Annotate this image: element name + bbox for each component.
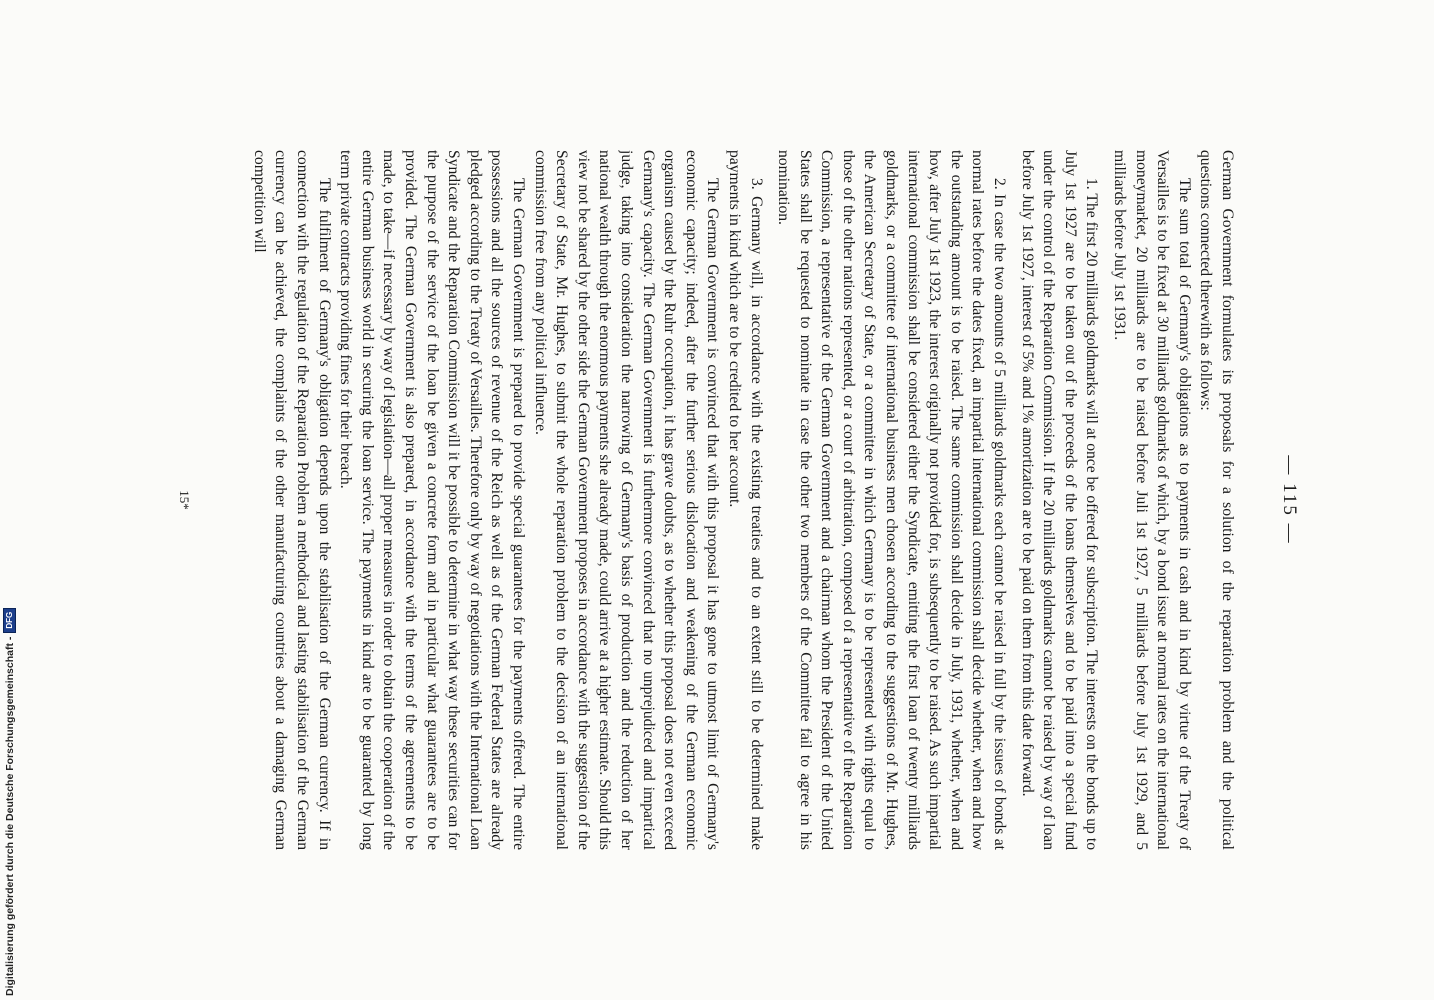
paragraph: The German Government is convinced that with this proposal it has gone to utmost limit of Germany's economic capacity; indeed, after the further serious dislocation and weakening of the German economic organism caused by the Ruhr occupation, it has grave doubts, as to whether this proposal does not even exceed Germany's capacity. The German Government is furthermore convinced that no unprejudiced and impartical judge, taking into consideration the narrowing of Germany's basis of production and the reduction of her national wealth through the enormous payments she already made, could arrive at a higher estimate. Should this view not be shared by the other side the German Government proposes in accordance with the suggestion of the Secretary of State, Mr. Hughes, to submit the whole reparation problem to the decision of an international commission free from any political influence. [531, 150, 722, 850]
body-text [198, 150, 1238, 850]
paragraph: 2. In case the two amounts of 5 milliards goldmarks each cannot be raised in full by the issues of bonds at normal rates before the dates fixed, an impartial international commission shall decide whether, when and how the outstanding amount is to be raised. The same commission shall decide in July, 1931, whether, when and how, after July 1st 1923, the interest originally not provided for, is subsequently to be raised. As such impartial international commission shall be considered either the Syndicate, emitting the first loan of twenty milliards goldmarks, or a committee of international business men chosen according to the suggestions of Mr. Hughes, the American Secretary of State, or a committee in which Germany is to be represented with rights equal to those of the other nations represented, or a court of arbitration, composed of a representative of the Reparation Commission, a representative of the German Government and a chairman whom the President of the United States shall be requested to nominate in case the other two members of the Committee fail to agree in his nomination. [775, 150, 1009, 850]
dfg-logo-icon: DFG [3, 608, 16, 633]
credit-text-wrapper [3, 608, 16, 996]
paragraph: The German Government is prepared to provide special guarantees for the payments offered. The entire possessions and all the sources of revenue of the Reich as well as of the German Federal States are already pledged according to the Treaty of Versailles. Therefore only by way of negotiations with the International Loan Syndicate and the Reparation Commission will it be possible to determine in what way these securities can for the purpose of the service of the loan be given a concrete form and in particular what guarantees are to be provided. The German Government is also prepared, in accordance with the terms of the agreements to be made, to take—if necessary by way of legislation—all proper measures in order to obtain the cooperation of the entire German business world in securing the loan service. The payments in kind are to be guaranted by long term private contracts providing fines for their breach. [337, 150, 527, 850]
paragraph: 3. Germany will, in accordance with the existing treaties and to an extent still to be determined make payments in kind which are to be credited to her account. [725, 150, 765, 850]
paragraph: The fulfilment of Germany's obligation depends upon the stabilisation of the German currency. If in connection with the regulation of the Reparation Problem a methodical and lasting stabilisation of the German currency can be achieved, the complaints of the other manufacturing countries about a damaging German competition will [250, 150, 333, 850]
paragraph: 1. The first 20 milliards goldmarks will at once be offered for subscription. The interests on the bonds up to July 1st 1927 are to be taken out of the proceeds of the loans themselves and to be paid into a special fund under the control of the Reparation Commission. If the 20 milliards goldmarks cannot be raised by way of loan before July 1st 1927, interest of 5% and 1% amortization are to be paid on them from this date forward. [1018, 150, 1101, 850]
rotated-page-content [120, 150, 1300, 850]
digitization-credit [0, 600, 20, 1000]
paragraph: German Government formulates its proposals for a solution of the reparation problem and the political questions connected therewith as follows: [1197, 150, 1236, 850]
credit-text: Digitalisierung gefördert durch die Deutsche Forschungsgemeinschaft - [3, 636, 16, 996]
page-number: — 115 — [1279, 455, 1300, 545]
paragraph: The sum total of Germany's obligations as to payments in cash and in kind by virtue of the Treaty of Versailles is to be fixed at 30 milliards goldmarks of which, by a bond issue at normal rates on the international moneymarket, 20 milliards are to be raised before Juli 1st 1927, 5 milliards before July 1st 1929, and 5 milliards before July 1st 1931. [1111, 150, 1193, 850]
sheet-signature: 15* [177, 490, 192, 510]
